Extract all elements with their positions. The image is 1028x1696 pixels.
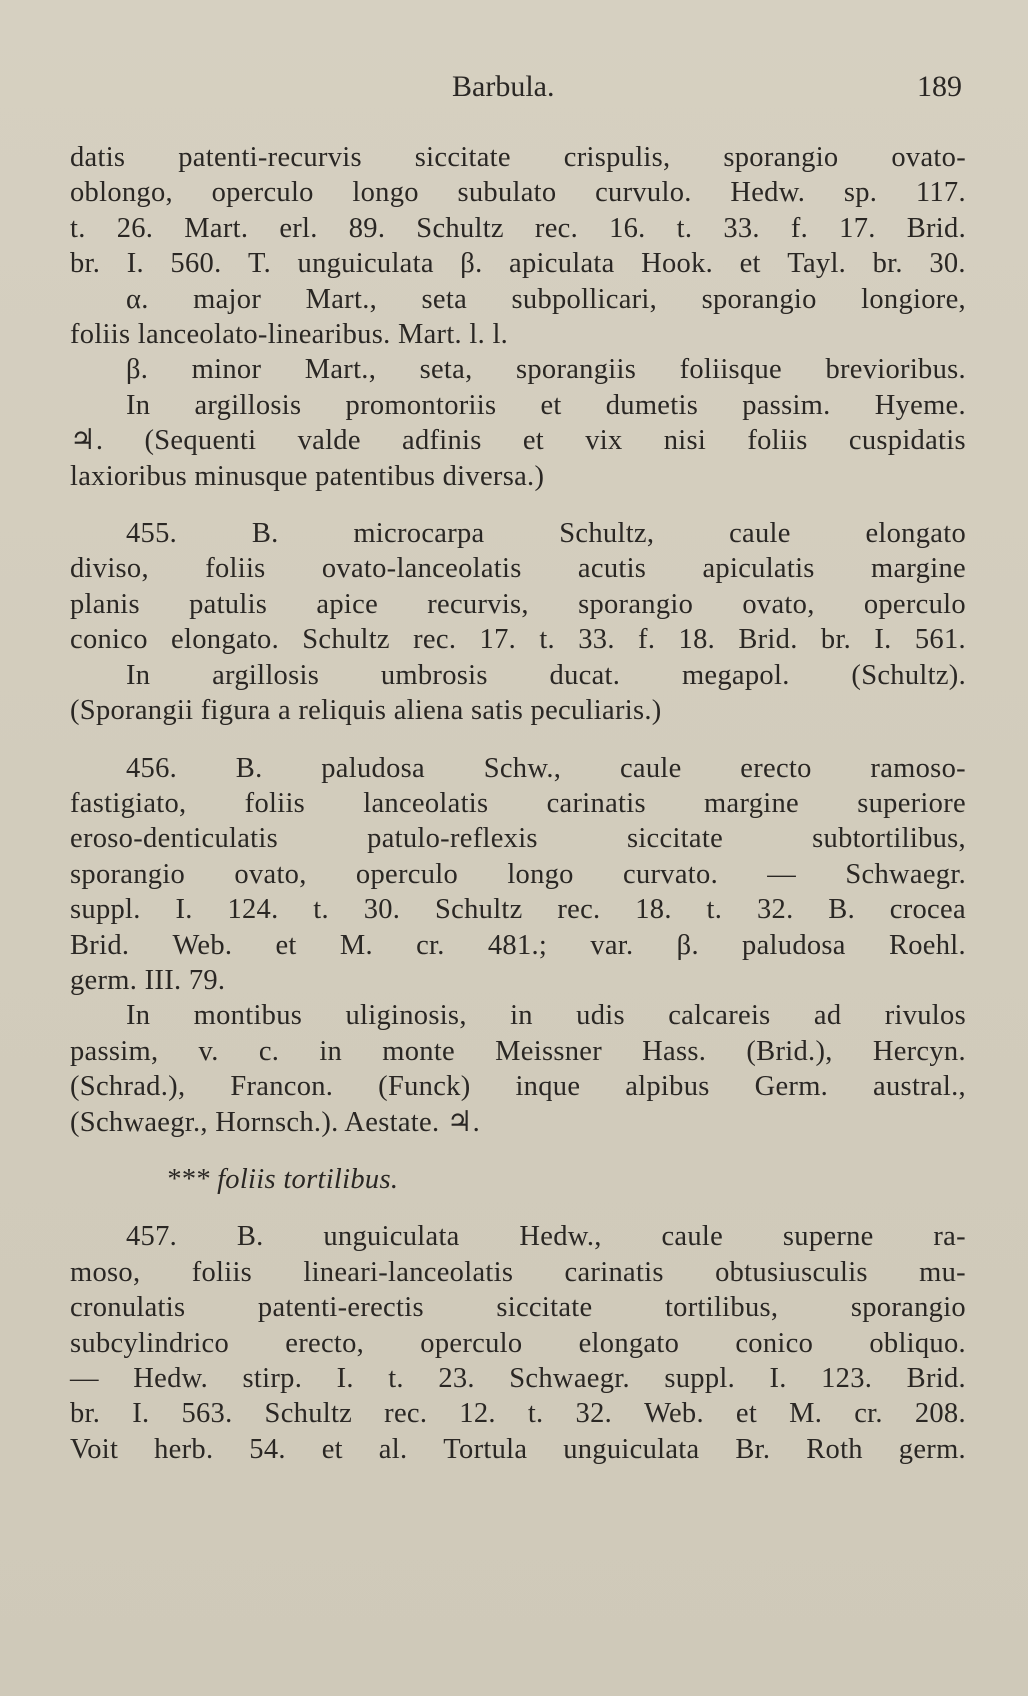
text-line: (Schwaegr., Hornsch.). Aestate. ♃. bbox=[70, 1106, 481, 1138]
text-line: datis patenti-recurvis siccitate crispulis, sporangio ovato- bbox=[70, 142, 966, 173]
text-line: t. 26. Mart. erl. 89. Schultz rec. 16. t. 33. f. 17. Brid. bbox=[70, 212, 966, 244]
text-line: α. major Mart., seta subpollicari, sporangio longiore, bbox=[126, 283, 966, 315]
species-heading: 456. B. paludosa Schw., caule erecto ramoso- bbox=[126, 752, 966, 784]
text-line: moso, foliis lineari-lanceolatis carinatis obtusiusculis mu- bbox=[70, 1256, 966, 1288]
text-line: suppl. I. 124. t. 30. Schultz rec. 18. t. 32. B. crocea bbox=[70, 894, 966, 926]
text-line: laxioribus minusque patentibus diversa.) bbox=[70, 460, 545, 492]
species-heading: 457. B. unguiculata Hedw., caule superne ra- bbox=[126, 1221, 966, 1253]
text-line: — Hedw. stirp. I. t. 23. Schwaegr. suppl. I. 123. Brid. bbox=[70, 1363, 966, 1394]
running-title: Barbula. bbox=[452, 70, 555, 103]
text-line: eroso-denticulatis patulo-reflexis siccitate subtortilibus, bbox=[70, 823, 966, 855]
text-line: Voit herb. 54. et al. Tortula unguiculata Br. Roth germ. bbox=[70, 1433, 966, 1465]
text-line: In argillosis umbrosis ducat. megapol. (Schultz). bbox=[126, 659, 966, 691]
text-line: conico elongato. Schultz rec. 17. t. 33. f. 18. Brid. br. I. 561. bbox=[70, 624, 966, 656]
page-number: 189 bbox=[917, 70, 962, 103]
text-line: br. I. 560. T. unguiculata β. apiculata Hook. et Tayl. br. 30. bbox=[70, 248, 966, 280]
text-line: In argillosis promontoriis et dumetis passim. Hyeme. bbox=[126, 389, 966, 421]
text-line: oblongo, operculo longo subulato curvulo. Hedw. sp. 117. bbox=[70, 177, 966, 209]
text-line: subcylindrico erecto, operculo elongato conico obliquo. bbox=[70, 1327, 966, 1359]
text-line: sporangio ovato, operculo longo curvato. — Schwaegr. bbox=[70, 858, 966, 890]
text-line: ♃. (Sequenti valde adfinis et vix nisi foliis cuspidatis bbox=[70, 425, 966, 457]
text-line: In montibus uliginosis, in udis calcareis ad rivulos bbox=[126, 1000, 966, 1032]
text-line: (Schrad.), Francon. (Funck) inque alpibus Germ. austral., bbox=[70, 1071, 966, 1103]
text-line: β. minor Mart., seta, sporangiis foliisque brevioribus. bbox=[126, 354, 966, 386]
text-line: diviso, foliis ovato-lanceolatis acutis apiculatis margine bbox=[70, 553, 966, 585]
text-line: planis patulis apice recurvis, sporangio ovato, operculo bbox=[70, 588, 966, 620]
text-line: passim, v. c. in monte Meissner Hass. (Brid.), Hercyn. bbox=[70, 1035, 966, 1067]
text-line: fastigiato, foliis lanceolatis carinatis margine superiore bbox=[70, 787, 966, 819]
section-heading: *** foliis tortilibus. bbox=[166, 1163, 399, 1195]
text-line: Brid. Web. et M. cr. 481.; var. β. paludosa Roehl. bbox=[70, 929, 966, 961]
text-line: cronulatis patenti-erectis siccitate tortilibus, sporangio bbox=[70, 1292, 966, 1324]
text-line: foliis lanceolato-linearibus. Mart. l. l. bbox=[70, 319, 509, 351]
page-header bbox=[0, 70, 1028, 110]
species-heading: 455. B. microcarpa Schultz, caule elongato bbox=[126, 518, 966, 550]
text-line: (Sporangii figura a reliquis aliena satis peculiaris.) bbox=[70, 695, 662, 727]
text-line: br. I. 563. Schultz rec. 12. t. 32. Web. et M. cr. 208. bbox=[70, 1398, 966, 1430]
text-line: germ. III. 79. bbox=[70, 964, 226, 996]
page-body bbox=[70, 140, 966, 1467]
